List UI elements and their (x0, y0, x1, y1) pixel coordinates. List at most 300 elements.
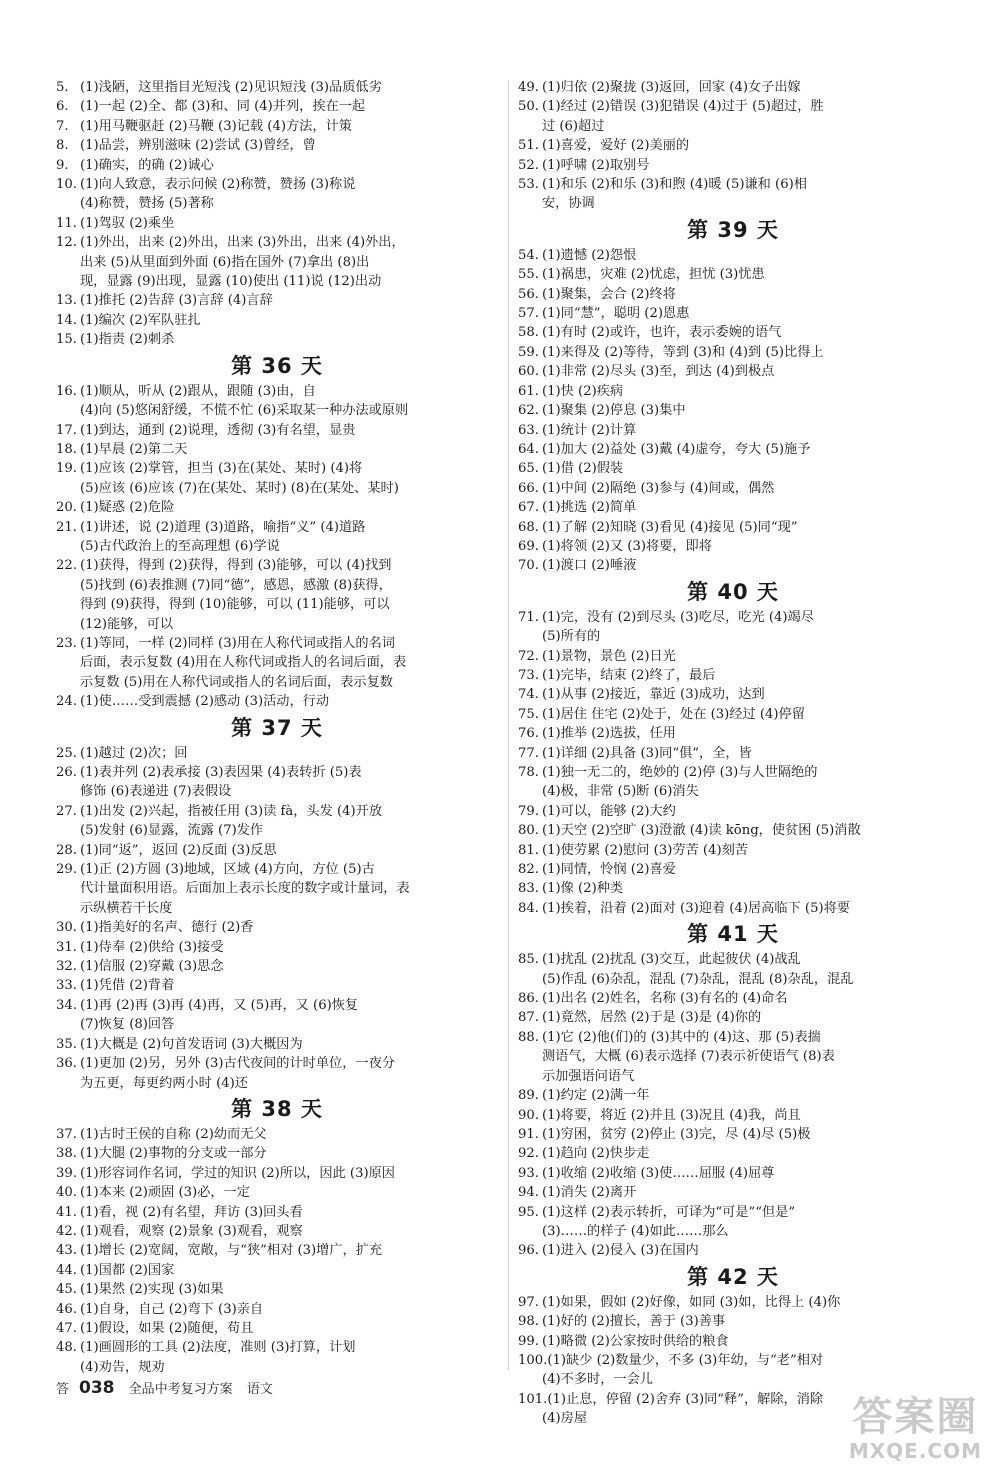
answer-text: (1)可以，能够 (2)大约 (542, 803, 676, 819)
item-number: 51. (518, 138, 539, 154)
answer-text: (12)能够，可以 (80, 616, 174, 632)
answer-line (56, 1338, 498, 1357)
answer-line (56, 957, 498, 976)
item-number: 96. (518, 1243, 539, 1259)
answer-text: (1)出发 (2)兴起，指被任用 (3)读 fà，头发 (4)开放 (80, 803, 383, 819)
answer-line (56, 634, 498, 653)
answer-line (518, 479, 948, 498)
answer-text: 为五更，每更约两小时 (4)还 (80, 1075, 248, 1091)
answer-text: (1)果然 (2)实现 (3)如果 (80, 1282, 224, 1298)
answer-line (518, 1028, 948, 1047)
answer-line (56, 253, 498, 272)
answer-line (518, 246, 948, 265)
answer-line (56, 1280, 498, 1299)
item-number: 46. (56, 1301, 77, 1317)
answer-text: (1)止息，停留 (2)舍弃 (3)同“释”，解除，消除 (547, 1391, 824, 1407)
answer-text: (1)挨着，沿着 (2)面对 (3)迎着 (4)居高临下 (5)将要 (542, 900, 850, 916)
answer-line (56, 1054, 498, 1073)
day-heading: 第 41 天 (687, 922, 779, 947)
answer-line (518, 285, 948, 304)
item-number: 98. (518, 1314, 539, 1330)
answer-line (56, 763, 498, 782)
answer-line (518, 194, 948, 213)
answer-text: (1)增长 (2)宽阔，宽敞，与“狭”相对 (3)增广，扩充 (80, 1243, 383, 1259)
answer-text: (1)归依 (2)聚拢 (3)返回，回家 (4)女子出嫁 (542, 80, 801, 95)
item-number: 75. (518, 706, 539, 722)
answer-text: (3)……的样子 (4)如此……那么 (542, 1223, 729, 1239)
item-number: 10. (56, 177, 77, 193)
answer-text: 得到 (9)获得，得到 (10)能够，可以 (11)能够，可以 (80, 597, 390, 613)
answer-line (518, 323, 948, 342)
answer-line (518, 1312, 948, 1331)
answer-line (56, 1261, 498, 1280)
answer-line (56, 330, 498, 349)
answer-line (56, 673, 498, 692)
answer-line (56, 401, 498, 420)
answer-text: (4)向 (5)悠闲舒缓，不慌不忙 (6)采取某一种办法或原则 (80, 403, 409, 419)
item-number: 27. (56, 803, 77, 819)
answer-text: (1)了解 (2)知晓 (3)看见 (4)接见 (5)同“现” (542, 519, 798, 535)
answer-text: (1)指美好的名声、德行 (2)香 (80, 920, 254, 936)
answer-text: 示纵横若干长度 (80, 900, 173, 916)
answer-line (518, 175, 948, 194)
answer-line (518, 401, 948, 420)
answer-line (56, 996, 498, 1015)
answer-text: 现，显露 (9)出现，显露 (10)使出 (11)说 (12)出动 (80, 274, 382, 290)
answer-line (56, 782, 498, 801)
answer-text: (5)作乱 (6)杂乱，混乱 (7)杂乱，混乱 (8)杂乱，混乱 (542, 971, 854, 987)
column-divider (508, 80, 509, 1370)
watermark-title: 答案圈 (852, 1394, 979, 1440)
answer-text: (1)侍奉 (2)供给 (3)接受 (80, 939, 224, 955)
item-number: 25. (56, 745, 77, 761)
item-number: 6. (56, 99, 69, 115)
answer-line (518, 685, 948, 704)
answer-line (518, 304, 948, 323)
answer-text: (1)和乐 (2)和乐 (3)和煦 (4)暖 (5)谦和 (6)相 (542, 177, 807, 193)
answer-line (518, 860, 948, 879)
item-number: 80. (518, 823, 539, 839)
item-number: 49. (518, 80, 539, 95)
answer-line (56, 841, 498, 860)
item-number: 48. (56, 1340, 77, 1356)
answer-line (518, 608, 948, 627)
item-number: 40. (56, 1185, 77, 1201)
answer-line (518, 744, 948, 763)
answer-text: (1)品尝，辨别滋味 (2)尝试 (3)曾经，曾 (80, 138, 316, 154)
answer-line (518, 1047, 948, 1066)
item-number: 11. (56, 215, 77, 231)
answer-text: (1)出名 (2)姓名，名称 (3)有名的 (4)命名 (542, 991, 788, 1007)
answer-text: 安，协调 (542, 196, 595, 212)
item-number: 26. (56, 765, 77, 780)
answer-text: (4)不多时，一会儿 (542, 1372, 653, 1388)
item-number: 28. (56, 842, 77, 858)
answer-line (56, 879, 498, 898)
answer-line (518, 421, 948, 440)
answer-line (518, 537, 948, 556)
item-number: 45. (56, 1282, 77, 1298)
answer-text: (1)大概是 (2)句首发语词 (3)大概因为 (80, 1036, 303, 1052)
answer-text: (1)外出，出来 (2)外出，出来 (3)外出，出来 (4)外出， (80, 235, 405, 251)
item-number: 35. (56, 1036, 77, 1052)
item-number: 30. (56, 920, 77, 936)
answer-text: (1)确实，的确 (2)诚心 (80, 157, 214, 173)
answer-line (518, 1086, 948, 1105)
item-number: 86. (518, 991, 539, 1007)
answer-text: (4)极，非常 (5)断 (6)消失 (542, 784, 699, 800)
item-number: 50. (518, 99, 539, 115)
right-column (518, 78, 948, 1429)
answer-text: (1)将领 (2)又 (3)将要，即将 (542, 538, 712, 554)
item-number: 87. (518, 1010, 539, 1026)
answer-text: (1)它 (2)他(们)的 (3)其中的 (4)这、那 (5)表揣 (542, 1029, 821, 1045)
answer-line (518, 763, 948, 782)
item-number: 63. (518, 422, 539, 438)
answer-text: (1)完毕，结束 (2)终了，最后 (542, 667, 716, 683)
answer-text: (1)同“返”，返回 (2)反面 (3)反思 (80, 842, 277, 858)
item-number: 78. (518, 765, 539, 780)
answer-text: (1)等同，一样 (2)同样 (3)用在人称代词或指人的名词 (80, 635, 395, 651)
answer-text: (1)再 (2)再 (3)再 (4)再，又 (5)再，又 (6)恢复 (80, 997, 359, 1013)
answer-text: (1)如果，假如 (2)好像，如同 (3)如，比得上 (4)你 (542, 1294, 841, 1310)
answer-text: (4)称赞，赞扬 (5)著称 (80, 196, 214, 212)
answer-text: (1)使劳累 (2)慰问 (3)劳苦 (4)刻苦 (542, 842, 748, 858)
item-number: 22. (56, 558, 77, 574)
answer-line (518, 724, 948, 743)
answer-text: (5)所有的 (542, 629, 601, 645)
item-number: 13. (56, 293, 77, 309)
item-number: 62. (518, 403, 539, 419)
answer-line (518, 666, 948, 685)
answer-line (518, 970, 948, 989)
item-number: 88. (518, 1029, 539, 1045)
item-number: 64. (518, 441, 539, 457)
answer-line (56, 1015, 498, 1034)
item-number: 97. (518, 1294, 539, 1310)
page-footer (56, 1378, 283, 1398)
item-number: 77. (518, 745, 539, 761)
answer-line (518, 362, 948, 381)
answer-line (56, 421, 498, 440)
answer-line (56, 1164, 498, 1183)
answer-line (56, 976, 498, 995)
answer-text: (1)借 (2)假装 (542, 461, 624, 477)
answer-line (56, 1144, 498, 1163)
answer-line (518, 343, 948, 362)
answer-text: (1)用马鞭驱赶 (2)马鞭 (3)记载 (4)方法，计策 (80, 118, 352, 134)
answer-line (56, 136, 498, 155)
answer-line (518, 1144, 948, 1163)
answer-text: (1)越过 (2)次；回 (80, 745, 188, 761)
answer-text: (1)消失 (2)离开 (542, 1185, 637, 1201)
answer-text: (4)劝告，规劝 (80, 1359, 165, 1375)
answer-text: (1)早晨 (2)第二天 (80, 441, 188, 457)
answer-text: (1)顺从，听从 (2)跟从，跟随 (3)由，自 (80, 383, 316, 399)
item-number: 65. (518, 461, 539, 477)
answer-text: 测语气，大概 (6)表示选择 (7)表示祈使语气 (8)表 (542, 1049, 835, 1065)
item-number: 89. (518, 1088, 539, 1104)
answer-text: (1)详细 (2)具备 (3)同“俱”，全，皆 (542, 745, 752, 761)
answer-line (518, 1125, 948, 1144)
item-number: 36. (56, 1056, 77, 1072)
item-number: 42. (56, 1223, 77, 1239)
answer-line (518, 802, 948, 821)
answer-line (56, 1183, 498, 1202)
item-number: 14. (56, 312, 77, 328)
item-number: 55. (518, 267, 539, 283)
answer-line (56, 156, 498, 175)
item-number: 83. (518, 881, 539, 897)
item-number: 37. (56, 1126, 77, 1142)
answer-line (518, 136, 948, 155)
answer-text: (1)扰乱 (2)扰乱 (3)交互，此起彼伏 (4)战乱 (542, 952, 801, 968)
day-heading: 第 37 天 (231, 715, 323, 740)
answer-text: (5)古代政治上的至高理想 (6)学说 (80, 538, 280, 554)
answer-line (56, 479, 498, 498)
answer-text: (1)快 (2)疾病 (542, 383, 624, 399)
answer-line (56, 1203, 498, 1222)
answer-text: (5)找到 (6)表推测 (7)同“德”，感恩，感激 (8)获得， (80, 577, 392, 593)
answer-line (518, 627, 948, 646)
answer-line (56, 440, 498, 459)
item-number: 93. (518, 1165, 539, 1181)
answer-text: 过 (6)超过 (542, 118, 605, 134)
answer-line (56, 556, 498, 575)
answer-text: (1)竟然，居然 (2)于是 (3)是 (4)你的 (542, 1010, 762, 1026)
item-number: 17. (56, 422, 77, 438)
item-number: 84. (518, 900, 539, 916)
answer-text: (1)收缩 (2)收缩 (3)使……屈服 (4)屈尊 (542, 1165, 775, 1181)
item-number: 8. (56, 138, 69, 154)
item-number: 81. (518, 842, 539, 858)
answer-text: (1)一起 (2)全、都 (3)和、同 (4)并列，挨在一起 (80, 99, 366, 115)
item-number: 31. (56, 939, 77, 955)
answer-text: (1)加大 (2)益处 (3)戴 (4)虚夸，夸大 (5)施予 (542, 441, 811, 457)
answer-text: (1)使……受到震撼 (2)感动 (3)活动，行动 (80, 694, 330, 710)
answer-line (56, 938, 498, 957)
item-number: 82. (518, 862, 539, 878)
answer-text: 修饰 (6)表递进 (7)表假设 (80, 784, 232, 800)
answer-text: (1)自身，自己 (2)弯下 (3)亲自 (80, 1301, 264, 1317)
item-number: 41. (56, 1204, 77, 1220)
answer-line (518, 950, 948, 969)
left-column (56, 78, 498, 1377)
item-number: 94. (518, 1185, 539, 1201)
answer-text: (1)祸患，灾难 (2)忧虑，担忧 (3)忧患 (542, 267, 765, 283)
answer-line (56, 692, 498, 711)
answer-line (518, 265, 948, 284)
page-number: 038 (79, 1378, 115, 1398)
answer-line (518, 1203, 948, 1222)
item-number: 58. (518, 325, 539, 341)
subject-label: 语文 (246, 1382, 273, 1397)
answer-text: (1)编次 (2)军队驻扎 (80, 312, 201, 328)
answer-text: (1)有时 (2)或许，也许，表示委婉的语气 (542, 325, 782, 341)
answer-line (518, 382, 948, 401)
answer-text: (1)经过 (2)错误 (3)犯错误 (4)过于 (5)超过，胜 (542, 99, 824, 115)
answer-line (56, 117, 498, 136)
answer-line (56, 1222, 498, 1241)
day-heading: 第 42 天 (687, 1264, 779, 1289)
answer-text: (1)更加 (2)另，另外 (3)古代夜间的计时单位，一夜分 (80, 1056, 395, 1072)
answer-line (56, 821, 498, 840)
answer-line (518, 1222, 948, 1241)
item-number: 34. (56, 997, 77, 1013)
item-number: 99. (518, 1333, 539, 1349)
answer-line (518, 989, 948, 1008)
item-number: 76. (518, 726, 539, 742)
item-number: 44. (56, 1262, 77, 1278)
item-number: 101. (518, 1391, 548, 1407)
answer-text: (1)古时王侯的自称 (2)幼而无父 (80, 1126, 267, 1142)
item-number: 73. (518, 667, 539, 683)
answer-text: (1)缺少 (2)数量少，不多 (3)年幼，与“老”相对 (547, 1352, 824, 1368)
item-number: 100. (518, 1352, 548, 1368)
answer-text: (1)疑惑 (2)危险 (80, 500, 175, 516)
answer-text: (1)趋向 (2)快步走 (542, 1146, 650, 1162)
day-heading: 第 38 天 (231, 1096, 323, 1121)
answer-line (518, 556, 948, 575)
answer-text: (1)穷困，贫穷 (2)停止 (3)完，尽 (4)尽 (5)极 (542, 1126, 811, 1142)
answer-line (518, 899, 948, 918)
answer-text: (1)推托 (2)告辞 (3)言辞 (4)言辞 (80, 293, 273, 309)
item-number: 72. (518, 648, 539, 664)
answer-line (56, 214, 498, 233)
item-number: 9. (56, 157, 69, 173)
item-number: 18. (56, 441, 77, 457)
answer-text: (1)信服 (2)穿戴 (3)思念 (80, 959, 224, 975)
answer-line (56, 802, 498, 821)
answer-line (518, 1183, 948, 1202)
answer-text: (1)遗憾 (2)怨恨 (542, 247, 637, 263)
answer-text: (1)景物，景色 (2)日光 (542, 648, 676, 664)
answer-line (56, 233, 498, 252)
answer-text: (1)像 (2)种类 (542, 881, 624, 897)
item-number: 57. (518, 306, 539, 322)
answer-text: (1)天空 (2)空旷 (3)澄澈 (4)读 kōng，使贫困 (5)消散 (542, 823, 861, 839)
book-title: 全品中考复习方案 (128, 1382, 233, 1397)
answer-line (56, 1074, 498, 1093)
watermark-logo (849, 1394, 982, 1463)
answer-text: (1)独一无二的，绝妙的 (2)停 (3)与人世隔绝的 (542, 765, 818, 780)
answer-text: (1)这样 (2)表示转折，可译为“可是”“但是” (542, 1204, 796, 1220)
answer-line (518, 841, 948, 860)
item-number: 43. (56, 1243, 77, 1259)
answer-line (518, 1164, 948, 1183)
item-number: 59. (518, 344, 539, 360)
item-number: 19. (56, 461, 77, 477)
answer-text: (1)驾驭 (2)乘坐 (80, 215, 175, 231)
item-number: 15. (56, 332, 77, 348)
item-number: 68. (518, 519, 539, 535)
item-number: 70. (518, 558, 539, 574)
answer-line (518, 705, 948, 724)
answer-text: (1)将要，将近 (2)并且 (3)况且 (4)我，尚且 (542, 1107, 801, 1123)
answer-line (56, 1241, 498, 1260)
item-number: 29. (56, 862, 77, 878)
answer-line (518, 97, 948, 116)
answer-line (518, 440, 948, 459)
answer-text: (1)形容词作名词，学过的知识 (2)所以，因此 (3)原因 (80, 1165, 395, 1181)
answer-text: (5)应该 (6)应该 (7)在(某处、某时) (8)在(某处、某时) (80, 480, 399, 496)
answer-text: (1)完，没有 (2)到尽头 (3)吃尽，吃光 (4)竭尽 (542, 609, 814, 625)
answer-line (518, 879, 948, 898)
answer-line (56, 78, 498, 97)
answer-line (518, 1241, 948, 1260)
answer-line (56, 918, 498, 937)
answer-text: (1)同“慧”，聪明 (2)恩惠 (542, 306, 690, 322)
answer-text: (7)恢复 (8)回答 (80, 1017, 175, 1033)
answer-line (56, 899, 498, 918)
answer-line (518, 1067, 948, 1086)
item-number: 69. (518, 538, 539, 554)
answer-line (56, 595, 498, 614)
item-number: 60. (518, 364, 539, 380)
item-number: 12. (56, 235, 77, 251)
answer-text: (4)房屋 (542, 1411, 588, 1427)
answer-text: (1)推举 (2)选拔，任用 (542, 726, 676, 742)
answer-line (518, 1370, 948, 1389)
answer-text: (1)略微 (2)公家按时供给的粮食 (542, 1333, 729, 1349)
answer-text: (1)指责 (2)刺杀 (80, 332, 175, 348)
item-number: 7. (56, 118, 69, 134)
answer-line (56, 1319, 498, 1338)
answer-line (56, 744, 498, 763)
answer-line (56, 175, 498, 194)
answer-line (518, 459, 948, 478)
item-number: 47. (56, 1320, 77, 1336)
answer-text: (1)来得及 (2)等待，等到 (3)和 (4)到 (5)比得上 (542, 344, 824, 360)
answer-text: (1)向人致意，表示问候 (2)称赞，赞扬 (3)称说 (80, 177, 356, 193)
item-number: 67. (518, 500, 539, 516)
item-number: 66. (518, 480, 539, 496)
item-number: 53. (518, 177, 539, 193)
answer-text: (1)讲述，说 (2)道理 (3)道路，喻指“义” (4)道路 (80, 519, 366, 535)
answer-line (56, 311, 498, 330)
answer-text: (1)喜爱，爱好 (2)美丽的 (542, 138, 690, 154)
answer-line (518, 1332, 948, 1351)
answer-line (518, 498, 948, 517)
day-heading: 第 39 天 (687, 217, 779, 242)
answer-text: (1)约定 (2)满一年 (542, 1088, 650, 1104)
answer-text: (1)呼啸 (2)取别号 (542, 157, 650, 173)
answer-line (518, 117, 948, 136)
answer-line (518, 1351, 948, 1370)
item-number: 61. (518, 383, 539, 399)
answer-line (56, 537, 498, 556)
answer-text: 后面，表示复数 (4)用在人称代词或指人的名词后面，表 (80, 655, 407, 671)
day-heading: 第 40 天 (687, 579, 779, 604)
answer-line (56, 459, 498, 478)
item-number: 21. (56, 519, 77, 535)
answer-text: (1)凭借 (2)背着 (80, 978, 175, 994)
answer-text: (1)假设，如果 (2)随便，苟且 (80, 1320, 254, 1336)
answer-line (518, 1293, 948, 1312)
answer-text: (5)发射 (6)显露，流露 (7)发作 (80, 823, 264, 839)
item-number: 85. (518, 952, 539, 968)
answer-line (56, 653, 498, 672)
item-number: 32. (56, 959, 77, 975)
answer-text: 出来 (5)从里面到外面 (6)指在国外 (7)拿出 (8)出 (80, 254, 370, 270)
answer-text: (1)中间 (2)隔绝 (3)参与 (4)间或，偶然 (542, 480, 775, 496)
answer-text: (1)到达，通到 (2)说理，透彻 (3)有名望，显贵 (80, 422, 356, 438)
day-heading: 第 36 天 (231, 353, 323, 378)
answer-text: (1)本来 (2)顽固 (3)必，一定 (80, 1185, 250, 1201)
answer-line (56, 518, 498, 537)
answer-line (56, 97, 498, 116)
answer-text: (1)同情，怜悯 (2)喜爱 (542, 862, 676, 878)
